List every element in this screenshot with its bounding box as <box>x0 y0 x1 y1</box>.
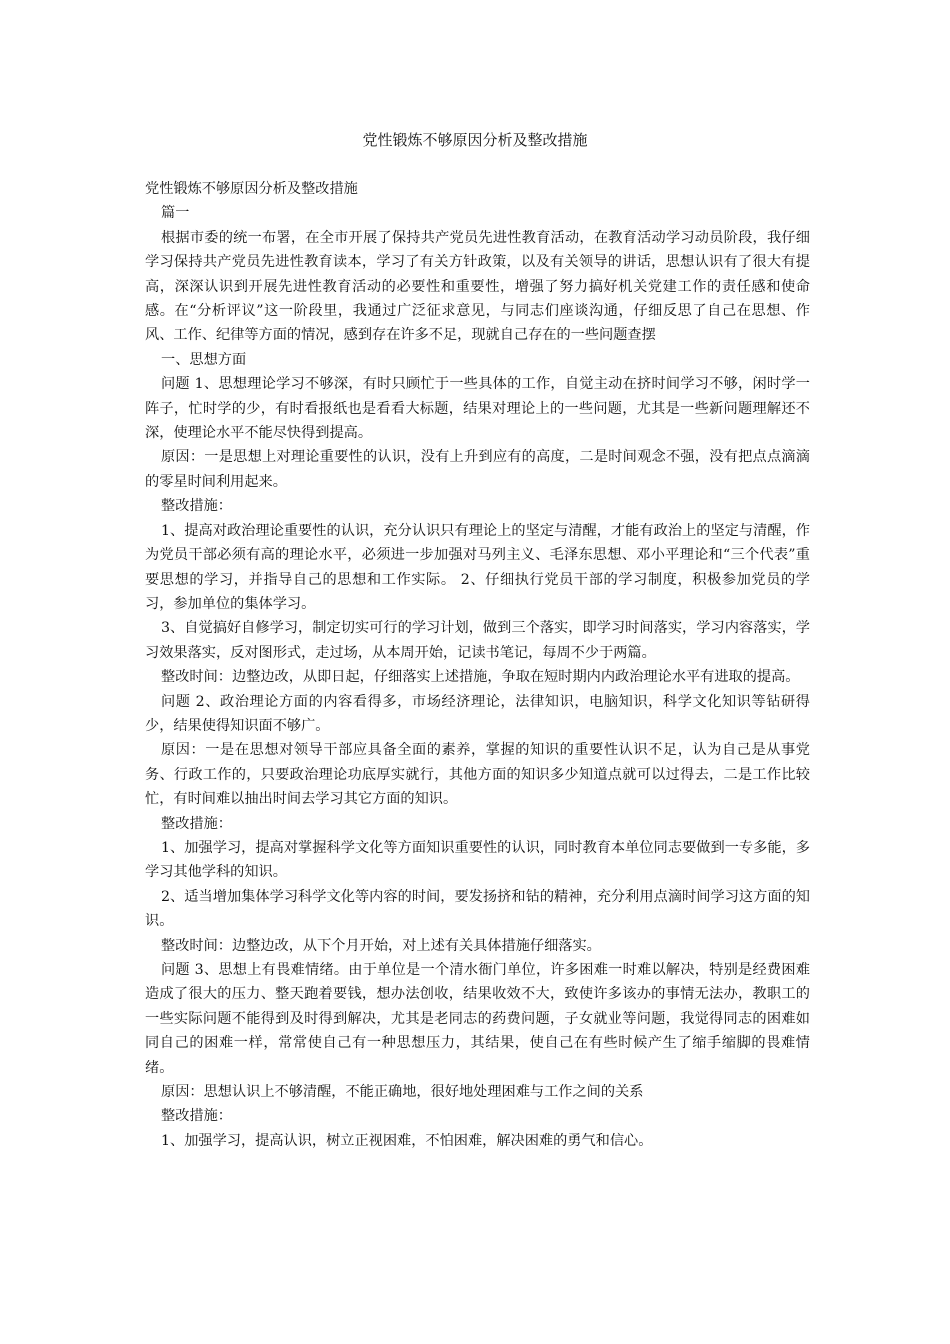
paragraph: 1、加强学习，提高认识，树立正视困难，不怕困难，解决困难的勇气和信心。 <box>161 1132 653 1149</box>
paragraph: 原因：思想认识上不够清醒，不能正确地，很好地处理困难与工作之间的关系 <box>161 1084 644 1101</box>
paragraph: 1、提高对政治理论重要性的认识，充分认识只有理论上的坚定与清醒，才能有政治上的坚定与清醒，作为党员干部必须有高的理论水平，必须进一步加强对马列主义、毛泽东思想、邓小平理论和“三个代表”重要思想的学习，并指导自己的思想和工作实际。 2、仔细执行党员干部的学习制度，积极参加党员的学习，参加单位的集体学习。 <box>145 522 810 612</box>
paragraph: 问题 1、思想理论学习不够深，有时只顾忙于一些具体的工作，自觉主动在挤时间学习不够，闲时学一阵子，忙时学的少，有时看报纸也是看看大标题，结果对理论上的一些问题，尤其是一些新问题理解还不深，使理论水平不能尽快得到提高。 <box>145 376 810 442</box>
document-subtitle: 党性锻炼不够原因分析及整改措施 <box>145 181 358 197</box>
document-title: 党性锻炼不够原因分析及整改措施 <box>362 131 588 149</box>
paragraph: 问题 3、思想上有畏难情绪。由于单位是一个清水衙门单位，许多困难一时难以解决，特别是经费困难造成了很大的压力、整天跑着要钱，想办法创收，结果收效不大，致使许多该办的事情无法办，教职工的一些实际问题不能得到及时得到解决，尤其是老同志的药费问题，子女就业等问题，我觉得同志的困难如同自己的困难一样，常常使自己有一种思想压力，其结果，使自己在有些时候产生了缩手缩脚的畏难情绪。 <box>145 962 810 1076</box>
paragraph: 2、适当增加集体学习科学文化等内容的时间，要发扬挤和钻的精神，充分利用点滴时间学习这方面的知识。 <box>145 888 810 930</box>
paragraph: 问题 2、政治理论方面的内容看得多，市场经济理论，法律知识，电脑知识，科学文化知识等钻研得少，结果使得知识面不够广。 <box>145 693 810 734</box>
paragraph: 整改时间：边整边改，从即日起，仔细落实上述措施，争取在短时期内内政治理论水平有进取的提高。 <box>161 669 800 686</box>
paragraph: 整改措施： <box>161 498 232 515</box>
paragraph: 原因：一是思想上对理论重要性的认识，没有上升到应有的高度，二是时间观念不强，没有把点点滴滴的零星时间利用起来。 <box>145 449 810 490</box>
paragraph: 整改时间：边整边改，从下个月开始，对上述有关具体措施仔细落实。 <box>161 937 601 954</box>
paragraph: 原因：一是在思想对领导干部应具备全面的素养，掌握的知识的重要性认识不足，认为自己是从事党务、行政工作的，只要政治理论功底厚实就行，其他方面的知识多少知道点就可以过得去，二是工作比较忙，有时间难以抽出时间去学习其它方面的知识。 <box>145 742 810 808</box>
paragraph: 1、加强学习，提高对掌握科学文化等方面知识重要性的认识，同时教育本单位同志要做到一专多能，多学习其他学科的知识。 <box>145 839 810 881</box>
paragraph: 整改措施： <box>161 1108 232 1125</box>
document-body <box>145 177 810 1153</box>
paragraph: 整改措施： <box>161 815 232 832</box>
paragraph: 3、自觉搞好自修学习，制定切实可行的学习计划，做到三个落实，即学习时间落实，学习内容落实，学习效果落实，反对图形式，走过场，从本周开始，记读书笔记，每周不少于两篇。 <box>145 620 810 661</box>
paragraph: 根据市委的统一布署，在全市开展了保持共产党员先进性教育活动，在教育活动学习动员阶段，我仔细学习保持共产党员先进性教育读本，学习了有关方针政策，以及有关领导的讲话，思想认识有了很大有提高，深深认识到开展先进性教育活动的必要性和重要性，增强了努力搞好机关党建工作的责任感和使命感。在“分析评议”这一阶段里，我通过广泛征求意见，与同志们座谈沟通，仔细反思了自己在思想、作风、工作、纪律等方面的情况，感到存在许多不足，现就自己存在的一些问题查摆 <box>145 229 810 344</box>
paragraph: 篇一 <box>161 205 190 222</box>
section-heading: 一、思想方面 <box>161 351 247 368</box>
